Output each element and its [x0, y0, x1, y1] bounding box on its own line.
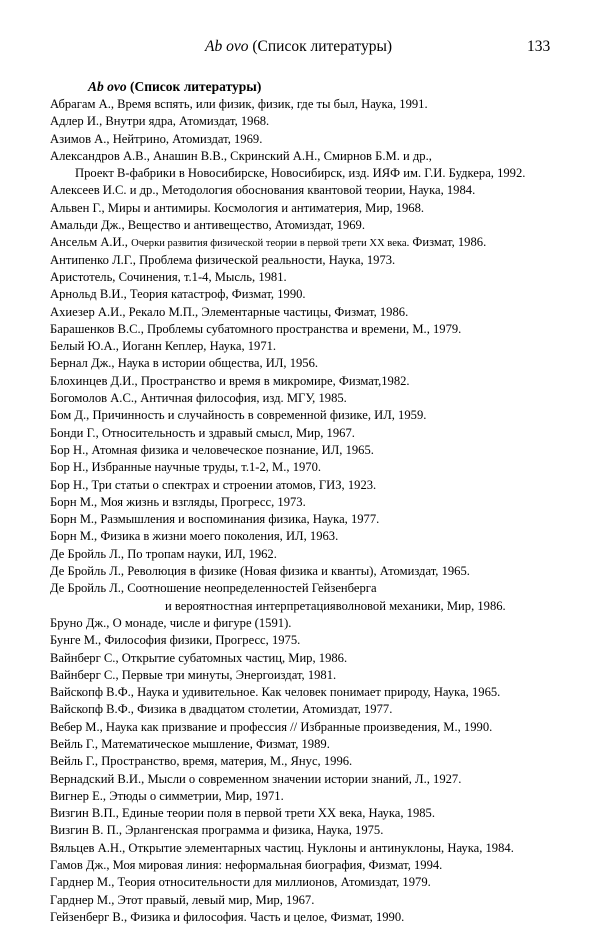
bibliography-entry: Бруно Дж., О монаде, числе и фигуре (1591). — [50, 615, 292, 630]
entry-title-small: Очерки развития физической теории в первой трети XX века. — [131, 238, 410, 250]
bibliography-entry: Гарднер М., Этот правый, левый мир, Мир, 1967. — [50, 892, 315, 907]
bibliography-entry: Визгин В.П., Единые теории поля в первой трети XX века, Наука, 1985. — [50, 806, 435, 821]
bibliography-entry: Борн М., Моя жизнь и взгляды, Прогресс, 1973. — [50, 494, 306, 509]
running-title-rest: (Список литературы) — [248, 38, 393, 55]
bibliography-entry: Вебер М., Наука как призвание и профессия // Избранные произведения, М., 1990. — [50, 719, 493, 734]
running-title — [205, 38, 392, 56]
bibliography-entry: Вайнберг С., Первые три минуты, Энергоиздат, 1981. — [50, 667, 337, 682]
bibliography-entry-continuation: и вероятностная интерпретацияволновой механики, Мир, 1986. — [165, 598, 506, 613]
entry-author: Ансельм А.И., — [50, 235, 128, 250]
bibliography-entry: Де Бройль Л., Революция в физике (Новая физика и кванты), Атомиздат, 1965. — [50, 564, 470, 579]
section-title-rest: (Список литературы) — [126, 79, 262, 94]
bibliography-entry: Вейль Г., Математическое мышление, Физмат, 1989. — [50, 736, 330, 751]
bibliography-entry: Антипенко Л.Г., Проблема физической реальности, Наука, 1973. — [50, 252, 396, 267]
bibliography-entry: Бор Н., Избранные научные труды, т.1-2, М., 1970. — [50, 460, 322, 475]
bibliography-entry: Белый Ю.А., Иоганн Кеплер, Наука, 1971. — [50, 339, 277, 354]
bibliography-entry: Вернадский В.И., Мысли о современном значении истории знаний, Л., 1927. — [50, 771, 462, 786]
bibliography-entry: Бор Н., Атомная физика и человеческое познание, ИЛ, 1965. — [50, 442, 374, 457]
bibliography-entry: Абрагам А., Время вспять, или физик, физик, где ты был, Наука, 1991. — [50, 97, 428, 111]
section-title — [88, 79, 261, 95]
bibliography-entry: Адлер И., Внутри ядра, Атомиздат, 1968. — [50, 114, 270, 129]
bibliography-entry: Вигнер Е., Этюды о симметрии, Мир, 1971. — [50, 788, 284, 803]
section-title-italic: Ab ovo — [88, 79, 127, 94]
bibliography-entry: Де Бройль Л., Соотношение неопределенностей Гейзенберга — [50, 581, 377, 596]
bibliography-entry: Гамов Дж., Моя мировая линия: неформальная биография, Физмат, 1994. — [50, 858, 443, 873]
bibliography-entry: Борн М., Размышления и воспоминания физика, Наука, 1977. — [50, 512, 380, 527]
bibliography-entry: Богомолов А.С., Античная философия, изд. МГУ, 1985. — [50, 391, 347, 406]
page-number: 133 — [527, 38, 551, 55]
bibliography-entry: Гейзенберг В., Физика и философия. Часть и целое, Физмат, 1990. — [50, 909, 405, 924]
bibliography-entry: Вайскопф В.Ф., Наука и удивительное. Как человек понимает природу, Наука, 1965. — [50, 685, 501, 700]
bibliography-entry-continuation: Проект В-фабрики в Новосибирске, Новосибирск, изд. ИЯФ им. Г.И. Будкера, 1992. — [75, 166, 526, 181]
bibliography-entry: Ахиезер А.И., Рекало М.П., Элементарные частицы, Физмат, 1986. — [50, 304, 409, 319]
bibliography-entry: Аристотель, Сочинения, т.1-4, Мысль, 1981. — [50, 269, 287, 284]
bibliography-entry: Амальди Дж., Вещество и антивещество, Атомиздат, 1969. — [50, 218, 365, 233]
bibliography-entry: Де Бройль Л., По тропам науки, ИЛ, 1962. — [50, 546, 277, 561]
running-title-italic: Ab ovo — [205, 38, 249, 55]
bibliography-entry — [50, 234, 595, 251]
bibliography-entry: Блохинцев Д.И., Пространство и время в микромире, Физмат,1982. — [50, 373, 410, 388]
bibliography-list — [50, 96, 595, 926]
bibliography-entry: Вяльцев А.Н., Открытие элементарных частиц. Нуклоны и антинуклоны, Наука, 1984. — [50, 840, 514, 855]
bibliography-entry: Вайскопф В.Ф., Физика в двадцатом столетии, Атомиздат, 1977. — [50, 702, 393, 717]
bibliography-entry: Альвен Г., Миры и антимиры. Космология и антиматерия, Мир, 1968. — [50, 200, 425, 215]
bibliography-entry: Алексеев И.С. и др., Методология обоснования квантовой теории, Наука, 1984. — [50, 183, 476, 198]
bibliography-entry: Бунге М., Философия физики, Прогресс, 1975. — [50, 633, 301, 648]
entry-publisher: Физмат, 1986. — [409, 235, 487, 250]
bibliography-entry: Бернал Дж., Наука в истории общества, ИЛ, 1956. — [50, 356, 319, 371]
running-header — [0, 38, 600, 58]
bibliography-entry: Барашенков В.С., Проблемы субатомного пространства и времени, М., 1979. — [50, 321, 462, 336]
bibliography-entry: Бом Д., Причинность и случайность в современной физике, ИЛ, 1959. — [50, 408, 427, 423]
bibliography-entry: Бор Н., Три статьи о спектрах и строении атомов, ГИЗ, 1923. — [50, 477, 377, 492]
bibliography-entry: Вейль Г., Пространство, время, материя, М., Янус, 1996. — [50, 754, 353, 769]
bibliography-entry: Арнольд В.И., Теория катастроф, Физмат, 1990. — [50, 287, 306, 302]
bibliography-entry: Гарднер М., Теория относительности для миллионов, Атомиздат, 1979. — [50, 875, 431, 890]
bibliography-entry: Борн М., Физика в жизни моего поколения, ИЛ, 1963. — [50, 529, 339, 544]
bibliography-entry: Визгин В. П., Эрлангенская программа и физика, Наука, 1975. — [50, 823, 384, 838]
bibliography-entry: Азимов А., Нейтрино, Атомиздат, 1969. — [50, 131, 263, 146]
bibliography-entry: Вайнберг С., Открытие субатомных частиц, Мир, 1986. — [50, 650, 348, 665]
bibliography-entry: Александров А.В., Анашин В.В., Скринский А.Н., Смирнов Б.М. и др., — [50, 148, 432, 163]
bibliography-entry: Бонди Г., Относительность и здравый смысл, Мир, 1967. — [50, 425, 355, 440]
